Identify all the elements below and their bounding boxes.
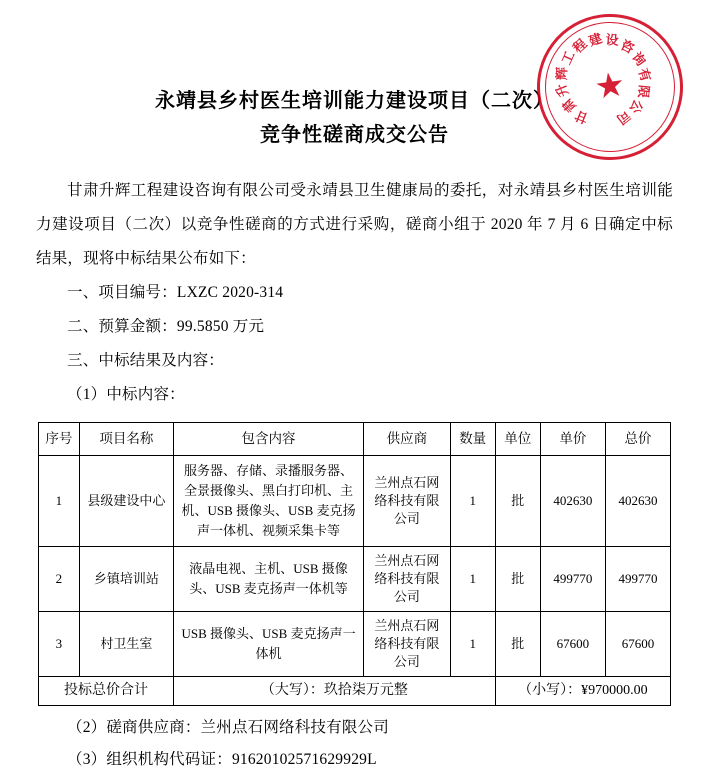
- cell-total: 67600: [605, 612, 670, 677]
- item-result-heading: 三、中标结果及内容：: [67, 352, 225, 369]
- cell-supplier: 兰州点石网络科技有限公司: [364, 456, 451, 547]
- item-org-code: （3）组织机构代码证：91620102571629929L: [67, 751, 377, 768]
- col-header-supplier: 供应商: [364, 423, 451, 456]
- cell-total: 499770: [605, 547, 670, 612]
- col-header-unit: 单位: [495, 423, 540, 456]
- seal-char: 咨: [618, 37, 637, 57]
- cell-unit: 批: [495, 547, 540, 612]
- cell-name: 县级建设中心: [79, 456, 173, 547]
- after-table-items: [36, 712, 673, 776]
- cell-name: 乡镇培训站: [79, 547, 173, 612]
- intro-paragraph: 甘肃升辉工程建设咨询有限公司受永靖县卫生健康局的委托，对永靖县乡村医生培训能力建设项目（二次）以竞争性磋商的方式进行采购，磋商小组于 2020 年 7 月 6 日确定中标结果，现将中标结果公布如下：: [36, 182, 673, 267]
- cell-total-numeric: （小写）：¥970000.00: [495, 677, 670, 706]
- seal-char: 建: [586, 30, 604, 49]
- col-header-content: 包含内容: [174, 423, 364, 456]
- bid-table-wrapper: [36, 422, 673, 706]
- cell-total-capital: （大写）：玖拾柒万元整: [174, 677, 496, 706]
- cell-supplier: 兰州点石网络科技有限公司: [364, 547, 451, 612]
- cell-no: 1: [39, 456, 80, 547]
- item-winning-content-heading: （1）中标内容：: [67, 386, 185, 403]
- item-supplier: （2）磋商供应商：兰州点石网络科技有限公司: [67, 719, 389, 736]
- col-header-total: 总价: [605, 423, 670, 456]
- col-header-name: 项目名称: [79, 423, 173, 456]
- cell-qty: 1: [450, 456, 495, 547]
- table-body: [39, 456, 671, 706]
- cell-name: 村卫生室: [79, 612, 173, 677]
- seal-char: 工: [558, 48, 578, 67]
- cell-no: 2: [39, 547, 80, 612]
- item-project-number: 一、项目编号：LXZC 2020-314: [67, 284, 284, 301]
- cell-price: 402630: [540, 456, 605, 547]
- cell-content: USB 摄像头、USB 麦克扬声一体机: [174, 612, 364, 677]
- col-header-no: 序号: [39, 423, 80, 456]
- col-header-price: 单价: [540, 423, 605, 456]
- item-budget-amount: 二、预算金额：99.5850 万元: [67, 318, 265, 335]
- cell-total-label: 投标总价合计: [39, 677, 174, 706]
- table-header-row: [39, 423, 671, 456]
- seal-char: 询: [629, 49, 649, 69]
- cell-unit: 批: [495, 456, 540, 547]
- cell-no: 3: [39, 612, 80, 677]
- bid-result-table: [38, 422, 671, 706]
- cell-qty: 1: [450, 547, 495, 612]
- table-total-row: [39, 677, 671, 706]
- seal-stamp: [528, 5, 693, 170]
- cell-unit: 批: [495, 612, 540, 677]
- cell-qty: 1: [450, 612, 495, 677]
- table-row: [39, 547, 671, 612]
- cell-total: 402630: [605, 456, 670, 547]
- col-header-qty: 数量: [450, 423, 495, 456]
- cell-supplier: 兰州点石网络科技有限公司: [364, 612, 451, 677]
- table-row: [39, 612, 671, 677]
- page-title-line-1: 永靖县乡村医生培训能力建设项目（二次）: [155, 90, 554, 112]
- seal-char: 辉: [554, 66, 570, 81]
- seal-char: 设: [605, 31, 620, 48]
- seal-char: 公: [626, 97, 646, 116]
- cell-price: 499770: [540, 547, 605, 612]
- cell-price: 67600: [540, 612, 605, 677]
- seal-char: 有: [635, 66, 654, 84]
- seal-char: 程: [569, 36, 590, 56]
- cell-content: 服务器、存储、录播服务器、全景摄像头、黑白打印机、主机、USB 摄像头、USB 麦克扬声一体机、视频采集卡等: [174, 456, 364, 547]
- seal-char: 升: [552, 81, 572, 100]
- seal-char: 司: [613, 107, 634, 128]
- cell-content: 液晶电视、主机、USB 摄像头、USB 麦克扬声一体机等: [174, 547, 364, 612]
- seal-char: 肃: [559, 95, 580, 116]
- seal-char: 限: [635, 84, 652, 99]
- table-head: [39, 423, 671, 456]
- seal-char: 甘: [572, 107, 591, 127]
- page-title-line-2: 竞争性磋商成交公告: [260, 124, 449, 146]
- document-body: [36, 174, 673, 412]
- table-row: [39, 456, 671, 547]
- star-icon: ★: [592, 66, 628, 107]
